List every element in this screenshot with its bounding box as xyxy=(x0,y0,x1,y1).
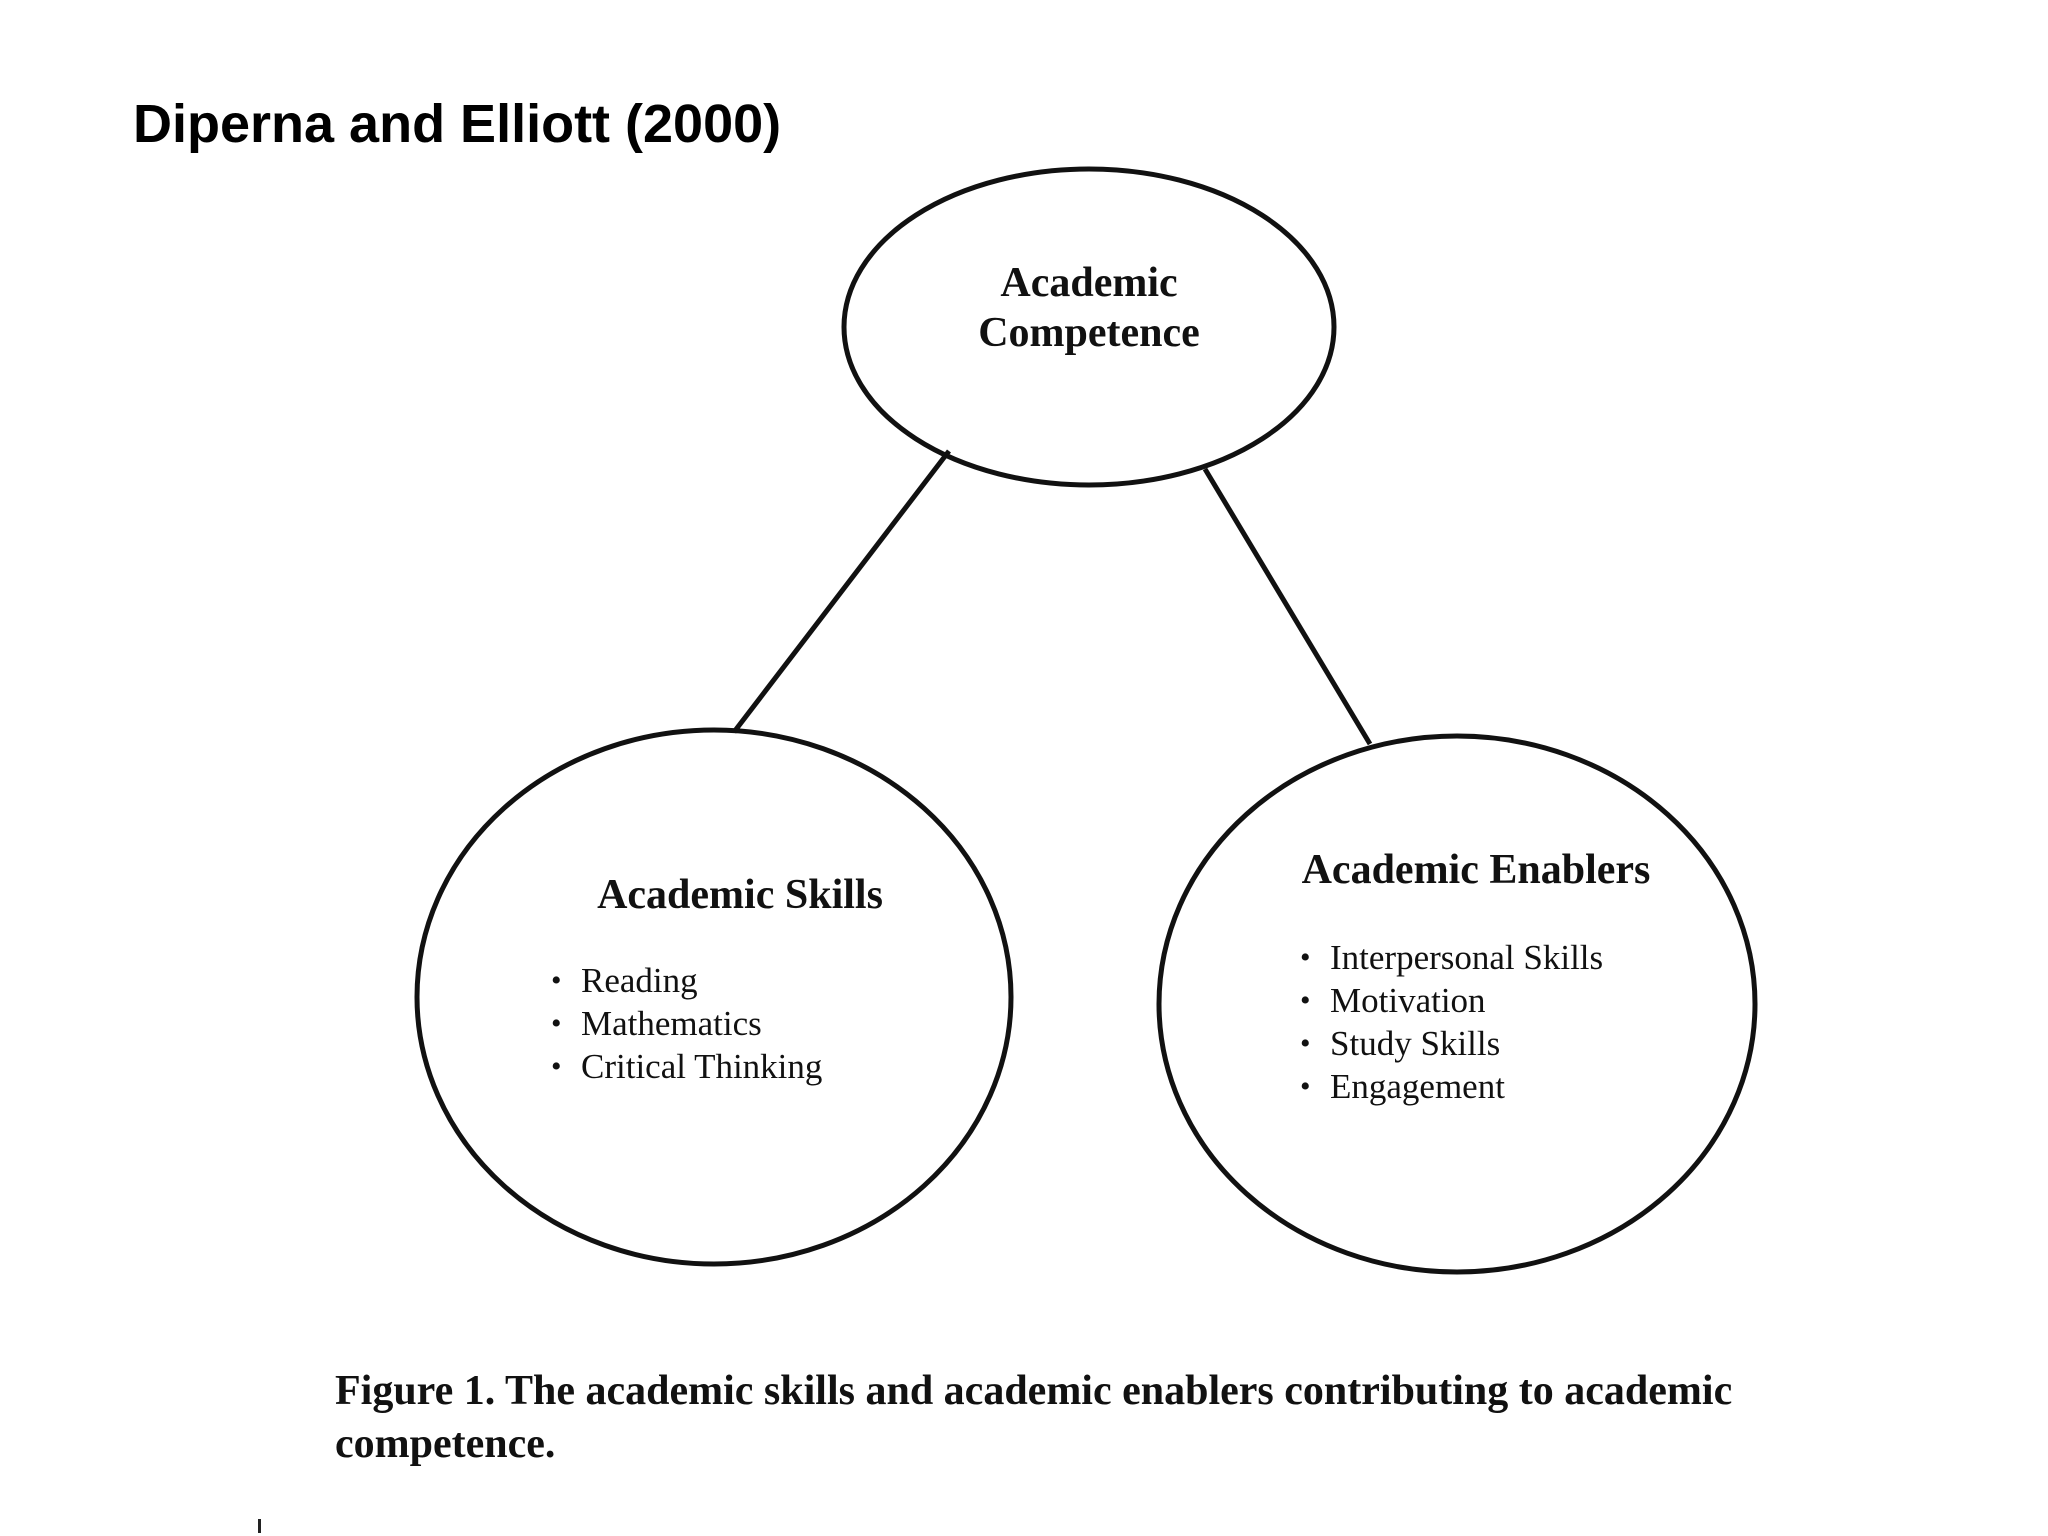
list-item-label: Critical Thinking xyxy=(581,1047,823,1086)
list-item xyxy=(549,1045,822,1088)
list-item-label: Engagement xyxy=(1330,1067,1505,1106)
bullet-icon: • xyxy=(1300,1070,1311,1103)
academic-competence-title xyxy=(939,258,1239,358)
slide-title: Diperna and Elliott (2000) xyxy=(133,94,782,154)
list-item xyxy=(1298,936,1603,979)
bullet-icon: • xyxy=(551,1007,562,1040)
bullet-icon: • xyxy=(551,964,562,997)
list-item-label: Mathematics xyxy=(581,1004,762,1043)
academic-enablers-list xyxy=(1298,936,1603,1108)
list-item-label: Interpersonal Skills xyxy=(1330,938,1604,977)
bullet-icon: • xyxy=(551,1050,562,1083)
list-item-label: Reading xyxy=(581,961,698,1000)
connector-root-to-enablers xyxy=(1205,469,1370,744)
list-item-label: Motivation xyxy=(1330,981,1486,1020)
scan-artifact-mark xyxy=(258,1519,261,1533)
list-item-label: Study Skills xyxy=(1330,1024,1501,1063)
bullet-icon: • xyxy=(1300,1027,1311,1060)
list-item xyxy=(549,959,822,1002)
academic-skills-list xyxy=(549,959,822,1088)
academic-skills-title: Academic Skills xyxy=(597,872,883,918)
list-item xyxy=(1298,1065,1603,1108)
figure-caption: Figure 1. The academic skills and academic enablers contributing to academic competence. xyxy=(335,1368,1733,1467)
academic-enablers-title: Academic Enablers xyxy=(1301,847,1651,893)
connector-root-to-skills xyxy=(734,451,949,732)
bullet-icon: • xyxy=(1300,941,1311,974)
list-item xyxy=(549,1002,822,1045)
bullet-icon: • xyxy=(1300,984,1311,1017)
list-item xyxy=(1298,979,1603,1022)
academic-competence-line1: Academic xyxy=(1000,260,1178,306)
academic-competence-line2: Competence xyxy=(978,310,1200,356)
list-item xyxy=(1298,1022,1603,1065)
